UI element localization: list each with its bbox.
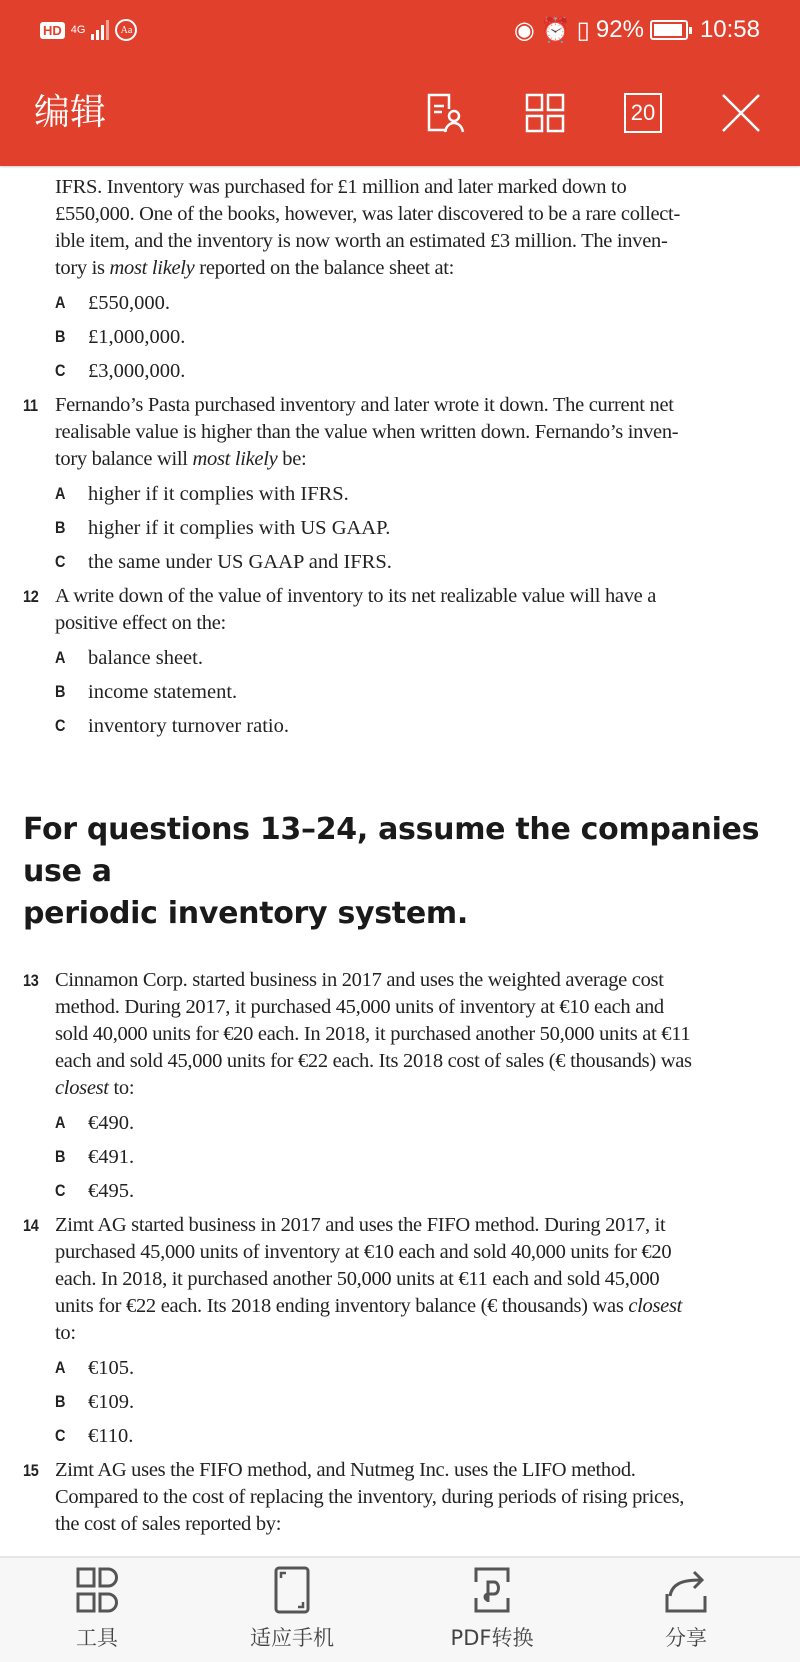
question-line (23, 994, 800, 1021)
question-line (23, 583, 800, 610)
fit-screen-icon (274, 1566, 310, 1614)
option-letter: B (55, 518, 66, 537)
question-line (23, 1021, 800, 1048)
question-text: Fernando’s Pasta purchased inventory and later wrote it down. The current net (55, 394, 674, 416)
network-type: 4G (70, 23, 86, 36)
option-text: €490. (88, 1112, 135, 1134)
clock: 10:58 (699, 16, 760, 43)
question-text: Cinnamon Corp. started business in 2017 and uses the weighted average cost (55, 969, 664, 991)
tools-button[interactable]: 工具 (17, 1566, 177, 1652)
battery-percent: 92% (595, 16, 644, 43)
edit-title[interactable]: 编辑 (34, 92, 107, 133)
question-number (23, 1239, 50, 1266)
question-text: method. During 2017, it purchased 45,000 units of inventory at €10 each and (55, 996, 664, 1018)
alarm-icon: ⏰ (540, 16, 571, 44)
grid-icon (525, 93, 565, 133)
question-line (23, 446, 800, 473)
question-text: £550,000. One of the books, however, was later discovered to be a rare collect- (55, 203, 680, 225)
font-search-icon: Aa (115, 19, 137, 41)
question (23, 583, 800, 743)
answer-options (23, 641, 800, 743)
question-text (55, 1511, 281, 1538)
question-line (23, 1457, 800, 1484)
answer-option (55, 709, 800, 743)
questions-before (23, 174, 800, 743)
option-letter: B (55, 327, 66, 346)
emphasis: most likely (192, 448, 278, 470)
battery-icon (650, 20, 688, 40)
question-number: 11 (23, 396, 38, 415)
option-letter: C (55, 1426, 66, 1445)
option-letter: C (55, 361, 66, 380)
option-text: €491. (88, 1146, 135, 1168)
answer-option (55, 511, 800, 545)
answer-option (55, 1174, 800, 1208)
page-number: 20 (624, 93, 662, 133)
question-line (23, 1320, 800, 1347)
answer-option (55, 1140, 800, 1174)
option-letter: A (55, 293, 66, 312)
text-segment: to: (108, 1077, 135, 1099)
question-line (23, 255, 800, 282)
text-segment: units for €22 each. Its 2018 ending inventory balance (€ thousands) was (55, 1295, 629, 1317)
option-text: balance sheet. (88, 647, 203, 669)
bottom-toolbar (0, 1556, 800, 1662)
signal-icon (91, 20, 109, 40)
option-letter: C (55, 552, 66, 571)
answer-options (23, 286, 800, 388)
option-letter: A (55, 1113, 66, 1132)
question-number: 15 (23, 1461, 39, 1480)
vibrate-icon: ▯ (576, 16, 590, 44)
question-text: Zimt AG uses the FIFO method, and Nutmeg Inc. uses the LIFO method. (55, 1459, 636, 1481)
question-number: 12 (23, 587, 39, 606)
answer-option (55, 1106, 800, 1140)
question-line (23, 610, 800, 637)
answer-option (55, 641, 800, 675)
emphasis: closest (55, 1077, 109, 1099)
question-number (23, 446, 50, 473)
question-text: sold 40,000 units for €20 each. In 2018, it purchased another 50,000 units at €11 (55, 1023, 691, 1045)
option-text: the same under US GAAP and IFRS. (88, 551, 392, 573)
text-segment: to: (55, 1322, 76, 1344)
question-number: 13 (23, 971, 39, 990)
question-line (23, 419, 800, 446)
question-number-spacer (23, 1293, 50, 1320)
option-text: £1,000,000. (88, 326, 186, 348)
text-segment: reported on the balance sheet at: (194, 257, 455, 279)
question-number (23, 174, 50, 201)
question-text: IFRS. Inventory was purchased for £1 million and later marked down to (55, 176, 627, 198)
fit-phone-button[interactable]: 适应手机 (212, 1566, 372, 1652)
question (23, 392, 800, 579)
question-number (23, 1048, 50, 1075)
share-icon (664, 1566, 708, 1614)
question-line (23, 967, 800, 994)
question-text (55, 1075, 134, 1102)
text-segment: be: (277, 448, 307, 470)
pdf-convert-icon (470, 1566, 514, 1614)
text-segment: positive effect on the: (55, 612, 226, 634)
answer-options (23, 1351, 800, 1453)
close-button[interactable] (718, 90, 764, 136)
option-text: inventory turnover ratio. (88, 715, 289, 737)
questions-after (23, 967, 800, 1538)
question-text (55, 1320, 76, 1347)
question-number (23, 419, 50, 446)
text-segment: the cost of sales reported by: (55, 1513, 282, 1535)
option-text: income statement. (88, 681, 238, 703)
question-line (23, 201, 800, 228)
question (23, 1457, 800, 1538)
text-segment: tory balance will (55, 448, 193, 470)
page-count-button[interactable] (620, 90, 666, 136)
question-number (23, 255, 50, 282)
question (23, 1212, 800, 1453)
pdf-convert-button[interactable]: PDF转换 (412, 1566, 572, 1652)
tools-icon (75, 1566, 119, 1614)
question-text: realisable value is higher than the value when written down. Fernando’s inven- (55, 421, 679, 443)
option-letter: A (55, 1358, 66, 1377)
question-number (23, 610, 50, 637)
question-text: Zimt AG started business in 2017 and uses the FIFO method. During 2017, it (55, 1214, 666, 1236)
answer-options (23, 1106, 800, 1208)
question (23, 174, 800, 388)
question-text: each. In 2018, it purchased another 50,000 units at €11 each and sold 45,000 (55, 1268, 660, 1290)
read-mode-button[interactable] (422, 90, 468, 136)
question-number (23, 1021, 50, 1048)
question-text (55, 446, 306, 473)
question-number (23, 1266, 50, 1293)
answer-options (23, 477, 800, 579)
hd-badge: HD (40, 22, 65, 39)
app-header (0, 0, 800, 166)
grid-view-button[interactable] (522, 90, 568, 136)
question-line (23, 1239, 800, 1266)
question (23, 967, 800, 1208)
document-person-icon (425, 92, 465, 134)
option-letter: A (55, 484, 66, 503)
option-text: higher if it complies with US GAAP. (88, 517, 391, 539)
share-button[interactable]: 分享 (606, 1566, 766, 1652)
question-line (23, 174, 800, 201)
question-number (23, 1511, 50, 1538)
option-text: higher if it complies with IFRS. (88, 483, 349, 505)
answer-option (55, 354, 800, 388)
answer-option (55, 286, 800, 320)
question-text: ible item, and the inventory is now worth an estimated £3 million. The inven- (55, 230, 668, 252)
option-letter: C (55, 716, 66, 735)
question-line (23, 392, 800, 419)
option-letter: B (55, 682, 66, 701)
question-text: A write down of the value of inventory to its net realizable value will have a (55, 585, 657, 607)
answer-option (55, 1351, 800, 1385)
question-line (23, 1266, 800, 1293)
question-text: each and sold 45,000 units for €22 each. Its 2018 cost of sales (€ thousands) was (55, 1050, 692, 1072)
eye-icon: ◉ (513, 16, 535, 44)
question-line (23, 1075, 800, 1102)
document-page (0, 170, 800, 1538)
option-letter: B (55, 1392, 66, 1411)
question-text: purchased 45,000 units of inventory at €10 each and sold 40,000 units for €20 (55, 1241, 672, 1263)
option-text: €110. (88, 1425, 134, 1447)
option-text: €495. (88, 1180, 135, 1202)
emphasis: closest (628, 1295, 683, 1317)
status-bar-left (40, 14, 137, 46)
close-icon (721, 93, 761, 133)
answer-option (55, 545, 800, 579)
question-line (23, 1293, 800, 1320)
option-letter: B (55, 1147, 66, 1166)
answer-option (55, 320, 800, 354)
status-bar-right (514, 14, 760, 46)
option-text: €109. (88, 1391, 135, 1413)
answer-option (55, 1419, 800, 1453)
question-line (23, 1048, 800, 1075)
answer-option (55, 675, 800, 709)
answer-option (55, 477, 800, 511)
question-text (55, 255, 454, 282)
option-letter: C (55, 1181, 66, 1200)
option-text: £3,000,000. (88, 360, 186, 382)
question-text (55, 610, 226, 637)
question-number (23, 201, 50, 228)
question-number (23, 1075, 50, 1102)
section-heading: For questions 13–24, assume the companies use a periodic inventory system. (23, 812, 760, 931)
text-segment: tory is (55, 257, 110, 279)
option-text: £550,000. (88, 292, 170, 314)
question-line (23, 1511, 800, 1538)
question-text: Compared to the cost of replacing the inventory, during periods of rising prices, (55, 1486, 685, 1508)
question-line (23, 228, 800, 255)
question-line (23, 1212, 800, 1239)
option-text: €105. (88, 1357, 135, 1379)
emphasis: most likely (109, 257, 195, 279)
question-number (23, 1484, 50, 1511)
option-letter: A (55, 648, 66, 667)
question-number (23, 228, 50, 255)
question-text (55, 1293, 682, 1320)
answer-option (55, 1385, 800, 1419)
question-number (23, 994, 50, 1021)
question-number (23, 1320, 50, 1347)
question-number: 14 (23, 1216, 39, 1235)
question-line (23, 1484, 800, 1511)
